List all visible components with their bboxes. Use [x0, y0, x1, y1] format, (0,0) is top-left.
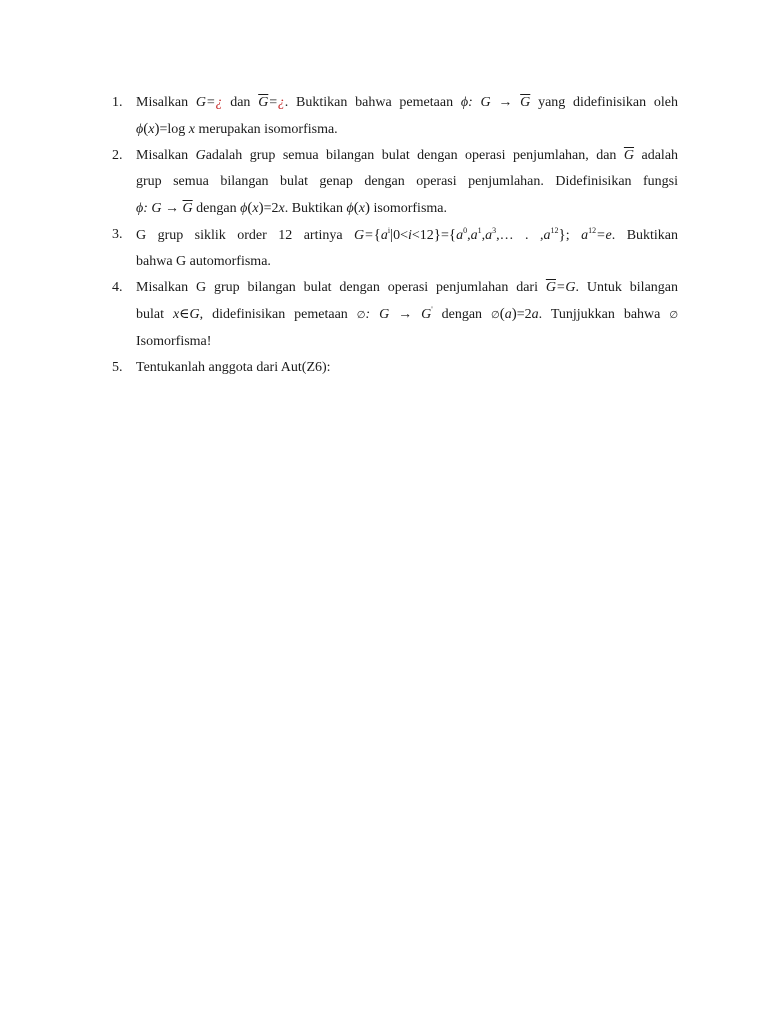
- problem-5-line-1: Tentukanlah anggota dari Aut(Z6):: [136, 360, 331, 375]
- problem-3-line-1: [136, 222, 678, 249]
- text: dengan: [196, 201, 237, 216]
- math-gbar: $\overline{G}$: [182, 201, 193, 216]
- text: merupakan isomorfisma.: [198, 122, 338, 137]
- emptyset-symbol: ∅: [669, 310, 679, 321]
- math: x: [252, 201, 259, 216]
- math: ∈: [179, 307, 190, 322]
- math: : G →: [468, 95, 521, 110]
- math-phi: ϕ: [346, 201, 354, 216]
- math: i: [407, 228, 412, 243]
- math-sup: ': [431, 305, 433, 314]
- text: Misalkan: [136, 95, 189, 110]
- math: a: [485, 228, 493, 243]
- math-phi: ϕ: [136, 122, 144, 137]
- math-gbar: $\overline{G}$: [520, 95, 531, 110]
- math: =2: [516, 307, 532, 322]
- problem-2: [112, 143, 678, 222]
- math: x: [172, 307, 180, 322]
- math-sup: 1: [477, 226, 482, 235]
- problem-4-line-2: bulat x∈G, didefinisikan pemetaan ∅: G → G' dengan ∅(a)=2a. Tunjjukkan bahwa ∅: [136, 305, 679, 322]
- math: =e: [596, 228, 612, 243]
- math-phi: ϕ: [240, 201, 248, 216]
- math: x: [148, 122, 155, 137]
- problem-list: [112, 90, 678, 381]
- math-sup: 12: [588, 226, 597, 235]
- problem-2-line-1: [136, 143, 678, 169]
- math: =2: [263, 201, 279, 216]
- text: dengan: [441, 307, 483, 322]
- text: Misalkan: [136, 148, 189, 163]
- math: : G →: [143, 201, 183, 216]
- math: x: [188, 122, 195, 137]
- text: . Buktikan: [284, 201, 344, 216]
- text: adalah: [641, 148, 679, 163]
- problem-1-line-1: [136, 90, 678, 116]
- math: =: [268, 95, 278, 110]
- text: G grup siklik order 12 artinya: [136, 228, 343, 243]
- problem-number: 5.: [112, 360, 123, 375]
- text: yang didefinisikan oleh: [538, 95, 679, 110]
- math-glyph: ¿: [215, 95, 223, 110]
- problem-2-line-3: ϕ: $G \to \overline{G}$ dengan ϕ(x)=2x. Buktikan ϕ(x) isomorfisma.: [136, 200, 447, 216]
- math: G: [195, 148, 206, 163]
- math-sup: i: [387, 226, 391, 235]
- problem-1-line-2: ϕ(x)=log x merupakan isomorfisma.: [136, 121, 338, 137]
- math: x: [278, 201, 285, 216]
- problem-5: [112, 355, 678, 381]
- text: Misalkan G grup bilangan bulat dengan operasi penjumlahan dari: [136, 280, 538, 295]
- problem-4-line-3: Isomorfisma!: [136, 334, 212, 349]
- problem-2-line-2: grup semua bilangan bulat genap dengan operasi penjumlahan. Didefinisikan fungsi: [136, 174, 678, 189]
- math-glyph: ¿: [277, 95, 285, 110]
- text: . Buktikan bahwa pemetaan: [284, 95, 454, 110]
- math-phi: ϕ: [136, 201, 144, 216]
- text: . Untuk bilangan: [575, 280, 678, 295]
- math-gbar: $\overline{G}$: [545, 280, 556, 295]
- text: , didefinisikan pemetaan: [199, 307, 348, 322]
- problem-3-line-2: bahwa G automorfisma.: [136, 254, 271, 269]
- math-phi: ϕ: [460, 95, 469, 110]
- problem-1: [112, 90, 678, 143]
- emptyset-symbol: ∅: [491, 310, 500, 321]
- math: a: [581, 228, 589, 243]
- math-sup: 3: [492, 226, 497, 235]
- text: dan: [230, 95, 251, 110]
- math: : G → G: [365, 307, 432, 322]
- math: a: [531, 307, 539, 322]
- math: ;: [565, 228, 582, 243]
- problem-number: 2.: [112, 148, 123, 163]
- problem-number: 3.: [112, 227, 123, 242]
- math: x: [358, 201, 365, 216]
- math-set: $G=\{a^i|0<i<12\}=\{a^0,a^1,a^3,\dots$ . $,a^{12}$}; $a^{12}=e$: [354, 226, 612, 243]
- math: =: [440, 228, 449, 243]
- text: . Tunjjukkan bahwa: [538, 307, 661, 322]
- text: . Buktikan: [611, 228, 679, 243]
- math: a: [543, 228, 551, 243]
- math: G=: [354, 228, 374, 243]
- text: isomorfisma.: [373, 201, 447, 216]
- math-sup: 12: [550, 226, 559, 235]
- text: bulat: [136, 307, 164, 322]
- math: =G: [555, 280, 576, 295]
- problem-4-line-1: [136, 275, 678, 301]
- math: G: [189, 307, 200, 322]
- problem-4: [112, 275, 678, 355]
- math-sup: 0: [463, 226, 468, 235]
- math: a: [470, 228, 478, 243]
- math: =log: [159, 122, 186, 137]
- problem-number: 4.: [112, 280, 123, 295]
- problem-3: [112, 222, 678, 275]
- math: a: [504, 307, 512, 322]
- problem-number: 1.: [112, 95, 123, 110]
- math: G=: [195, 95, 216, 110]
- math: a: [380, 228, 388, 243]
- math: <12: [411, 228, 434, 243]
- math: a: [456, 228, 464, 243]
- emptyset-symbol: ∅: [356, 310, 366, 321]
- text: adalah grup semua bilangan bulat dengan operasi penjumlahan, dan: [205, 148, 617, 163]
- math: 0<: [393, 228, 408, 243]
- math-gbar: $\overline{G}$: [258, 95, 269, 110]
- math-gbar: $\overline{G}$: [623, 148, 635, 163]
- math: ,… . ,: [496, 228, 544, 243]
